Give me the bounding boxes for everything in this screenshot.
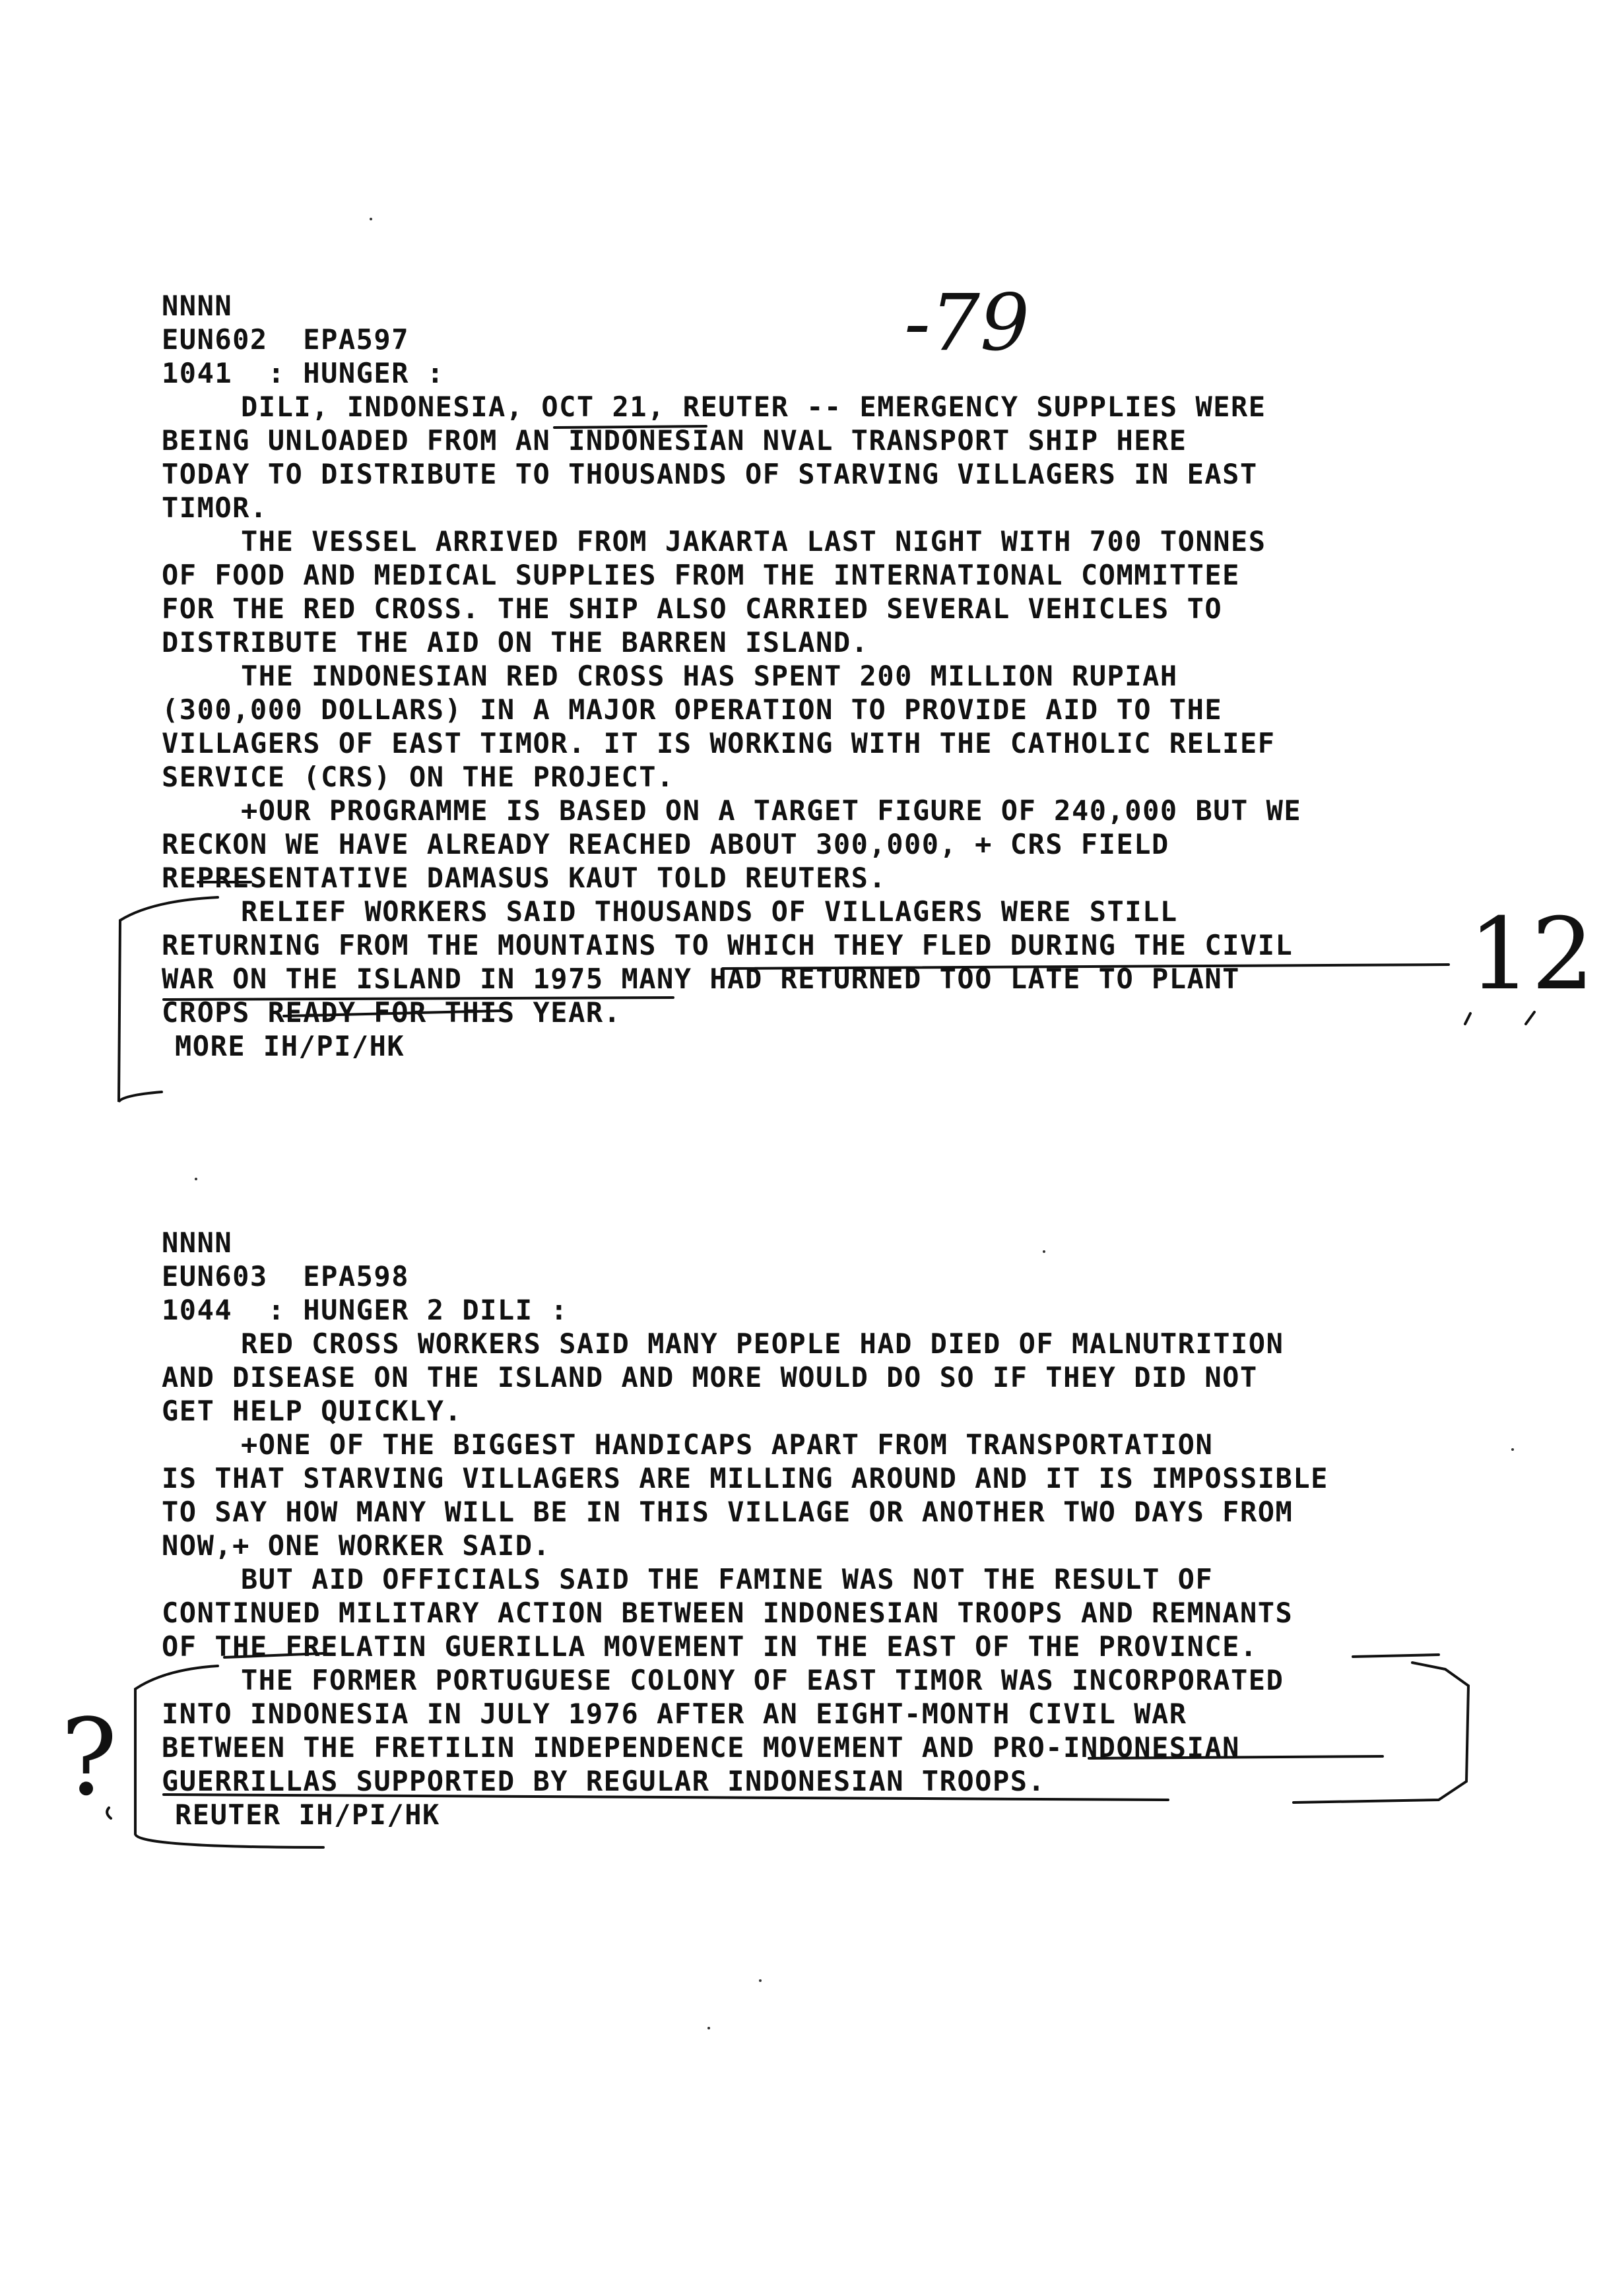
body-line: OF THE FRELATIN GUERILLA MOVEMENT IN THE EAST OF THE PROVINCE. xyxy=(162,1630,1258,1663)
handwritten-margin-note-2: ? xyxy=(61,1696,117,1819)
story-signoff: MORE IH/PI/HK xyxy=(175,1030,405,1062)
body-line: SERVICE (CRS) ON THE PROJECT. xyxy=(162,761,674,793)
story-signoff: REUTER IH/PI/HK xyxy=(175,1799,440,1831)
scan-speck xyxy=(195,1178,197,1180)
body-line: CROPS READY FOR THIS YEAR. xyxy=(162,996,622,1029)
body-line: WAR ON THE ISLAND IN 1975 MANY HAD RETURNED TOO LATE TO PLANT xyxy=(162,963,1240,995)
body-line: TIMOR. xyxy=(162,492,268,524)
handwritten-margin-note-1: 12 xyxy=(1468,897,1594,1012)
body-line: NOW,+ ONE WORKER SAID. xyxy=(162,1529,551,1562)
body-line: IS THAT STARVING VILLAGERS ARE MILLING AROUND AND IT IS IMPOSSIBLE xyxy=(162,1462,1328,1494)
story-header-nnnn: NNNN xyxy=(162,1227,233,1259)
scan-speck xyxy=(1511,1448,1514,1451)
story-serial: EUN602 EPA597 xyxy=(162,323,410,356)
body-line: INTO INDONESIA IN JULY 1976 AFTER AN EIGHT-MONTH CIVIL WAR xyxy=(162,1698,1187,1730)
telex-story-2 xyxy=(162,1226,1508,1832)
scan-speck xyxy=(370,218,372,220)
body-line: THE FORMER PORTUGUESE COLONY OF EAST TIMOR WAS INCORPORATED xyxy=(241,1664,1284,1696)
body-line: RETURNING FROM THE MOUNTAINS TO WHICH THEY FLED DURING THE CIVIL xyxy=(162,929,1294,961)
body-line: RELIEF WORKERS SAID THOUSANDS OF VILLAGERS WERE STILL xyxy=(241,895,1178,928)
dateline: DILI, INDONESIA, OCT 21, REUTER -- EMERGENCY SUPPLIES WERE xyxy=(241,391,1266,423)
body-line: AND DISEASE ON THE ISLAND AND MORE WOULD DO SO IF THEY DID NOT xyxy=(162,1361,1258,1393)
scan-speck xyxy=(759,1979,762,1982)
body-line: RED CROSS WORKERS SAID MANY PEOPLE HAD DIED OF MALNUTRITION xyxy=(241,1327,1284,1360)
body-line: RECKON WE HAVE ALREADY REACHED ABOUT 300,000, + CRS FIELD xyxy=(162,828,1169,860)
body-line: +ONE OF THE BIGGEST HANDICAPS APART FROM TRANSPORTATION xyxy=(241,1428,1214,1461)
body-line: TODAY TO DISTRIBUTE TO THOUSANDS OF STARVING VILLAGERS IN EAST xyxy=(162,458,1258,490)
body-line: THE VESSEL ARRIVED FROM JAKARTA LAST NIGHT WITH 700 TONNES xyxy=(241,525,1266,558)
tick-mark xyxy=(1526,1012,1534,1024)
scan-speck xyxy=(1043,1250,1045,1253)
body-line: CONTINUED MILITARY ACTION BETWEEN INDONESIAN TROOPS AND REMNANTS xyxy=(162,1597,1294,1629)
body-line: DISTRIBUTE THE AID ON THE BARREN ISLAND. xyxy=(162,626,869,658)
story-slug: 1044 : HUNGER 2 DILI : xyxy=(162,1294,569,1326)
body-line: OF FOOD AND MEDICAL SUPPLIES FROM THE INTERNATIONAL COMMITTEE xyxy=(162,559,1240,591)
story-slug: 1041 : HUNGER : xyxy=(162,357,445,389)
body-line: THE INDONESIAN RED CROSS HAS SPENT 200 MILLION RUPIAH xyxy=(241,660,1178,692)
body-line: (300,000 DOLLARS) IN A MAJOR OPERATION TO PROVIDE AID TO THE xyxy=(162,693,1223,726)
body-line: BEING UNLOADED FROM AN INDONESIAN NVAL TRANSPORT SHIP HERE xyxy=(162,424,1187,457)
body-line: +OUR PROGRAMME IS BASED ON A TARGET FIGURE OF 240,000 BUT WE xyxy=(241,794,1302,827)
scan-speck xyxy=(707,2027,710,2029)
body-line: REPRESENTATIVE DAMASUS KAUT TOLD REUTERS. xyxy=(162,862,887,894)
body-line: BETWEEN THE FRETILIN INDEPENDENCE MOVEMENT AND PRO-INDONESIAN xyxy=(162,1731,1240,1764)
story-serial: EUN603 EPA598 xyxy=(162,1260,410,1292)
body-line: BUT AID OFFICIALS SAID THE FAMINE WAS NOT THE RESULT OF xyxy=(241,1563,1214,1595)
body-line: GUERRILLAS SUPPORTED BY REGULAR INDONESIAN TROOPS. xyxy=(162,1765,1046,1797)
handwritten-page-number: -79 xyxy=(904,277,1030,368)
body-line: FOR THE RED CROSS. THE SHIP ALSO CARRIED SEVERAL VEHICLES TO xyxy=(162,592,1223,625)
body-line: TO SAY HOW MANY WILL BE IN THIS VILLAGE OR ANOTHER TWO DAYS FROM xyxy=(162,1496,1294,1528)
body-line: GET HELP QUICKLY. xyxy=(162,1395,463,1427)
telex-story-1 xyxy=(162,289,1508,1063)
story-header-nnnn: NNNN xyxy=(162,290,233,322)
body-line: VILLAGERS OF EAST TIMOR. IT IS WORKING WITH THE CATHOLIC RELIEF xyxy=(162,727,1276,759)
